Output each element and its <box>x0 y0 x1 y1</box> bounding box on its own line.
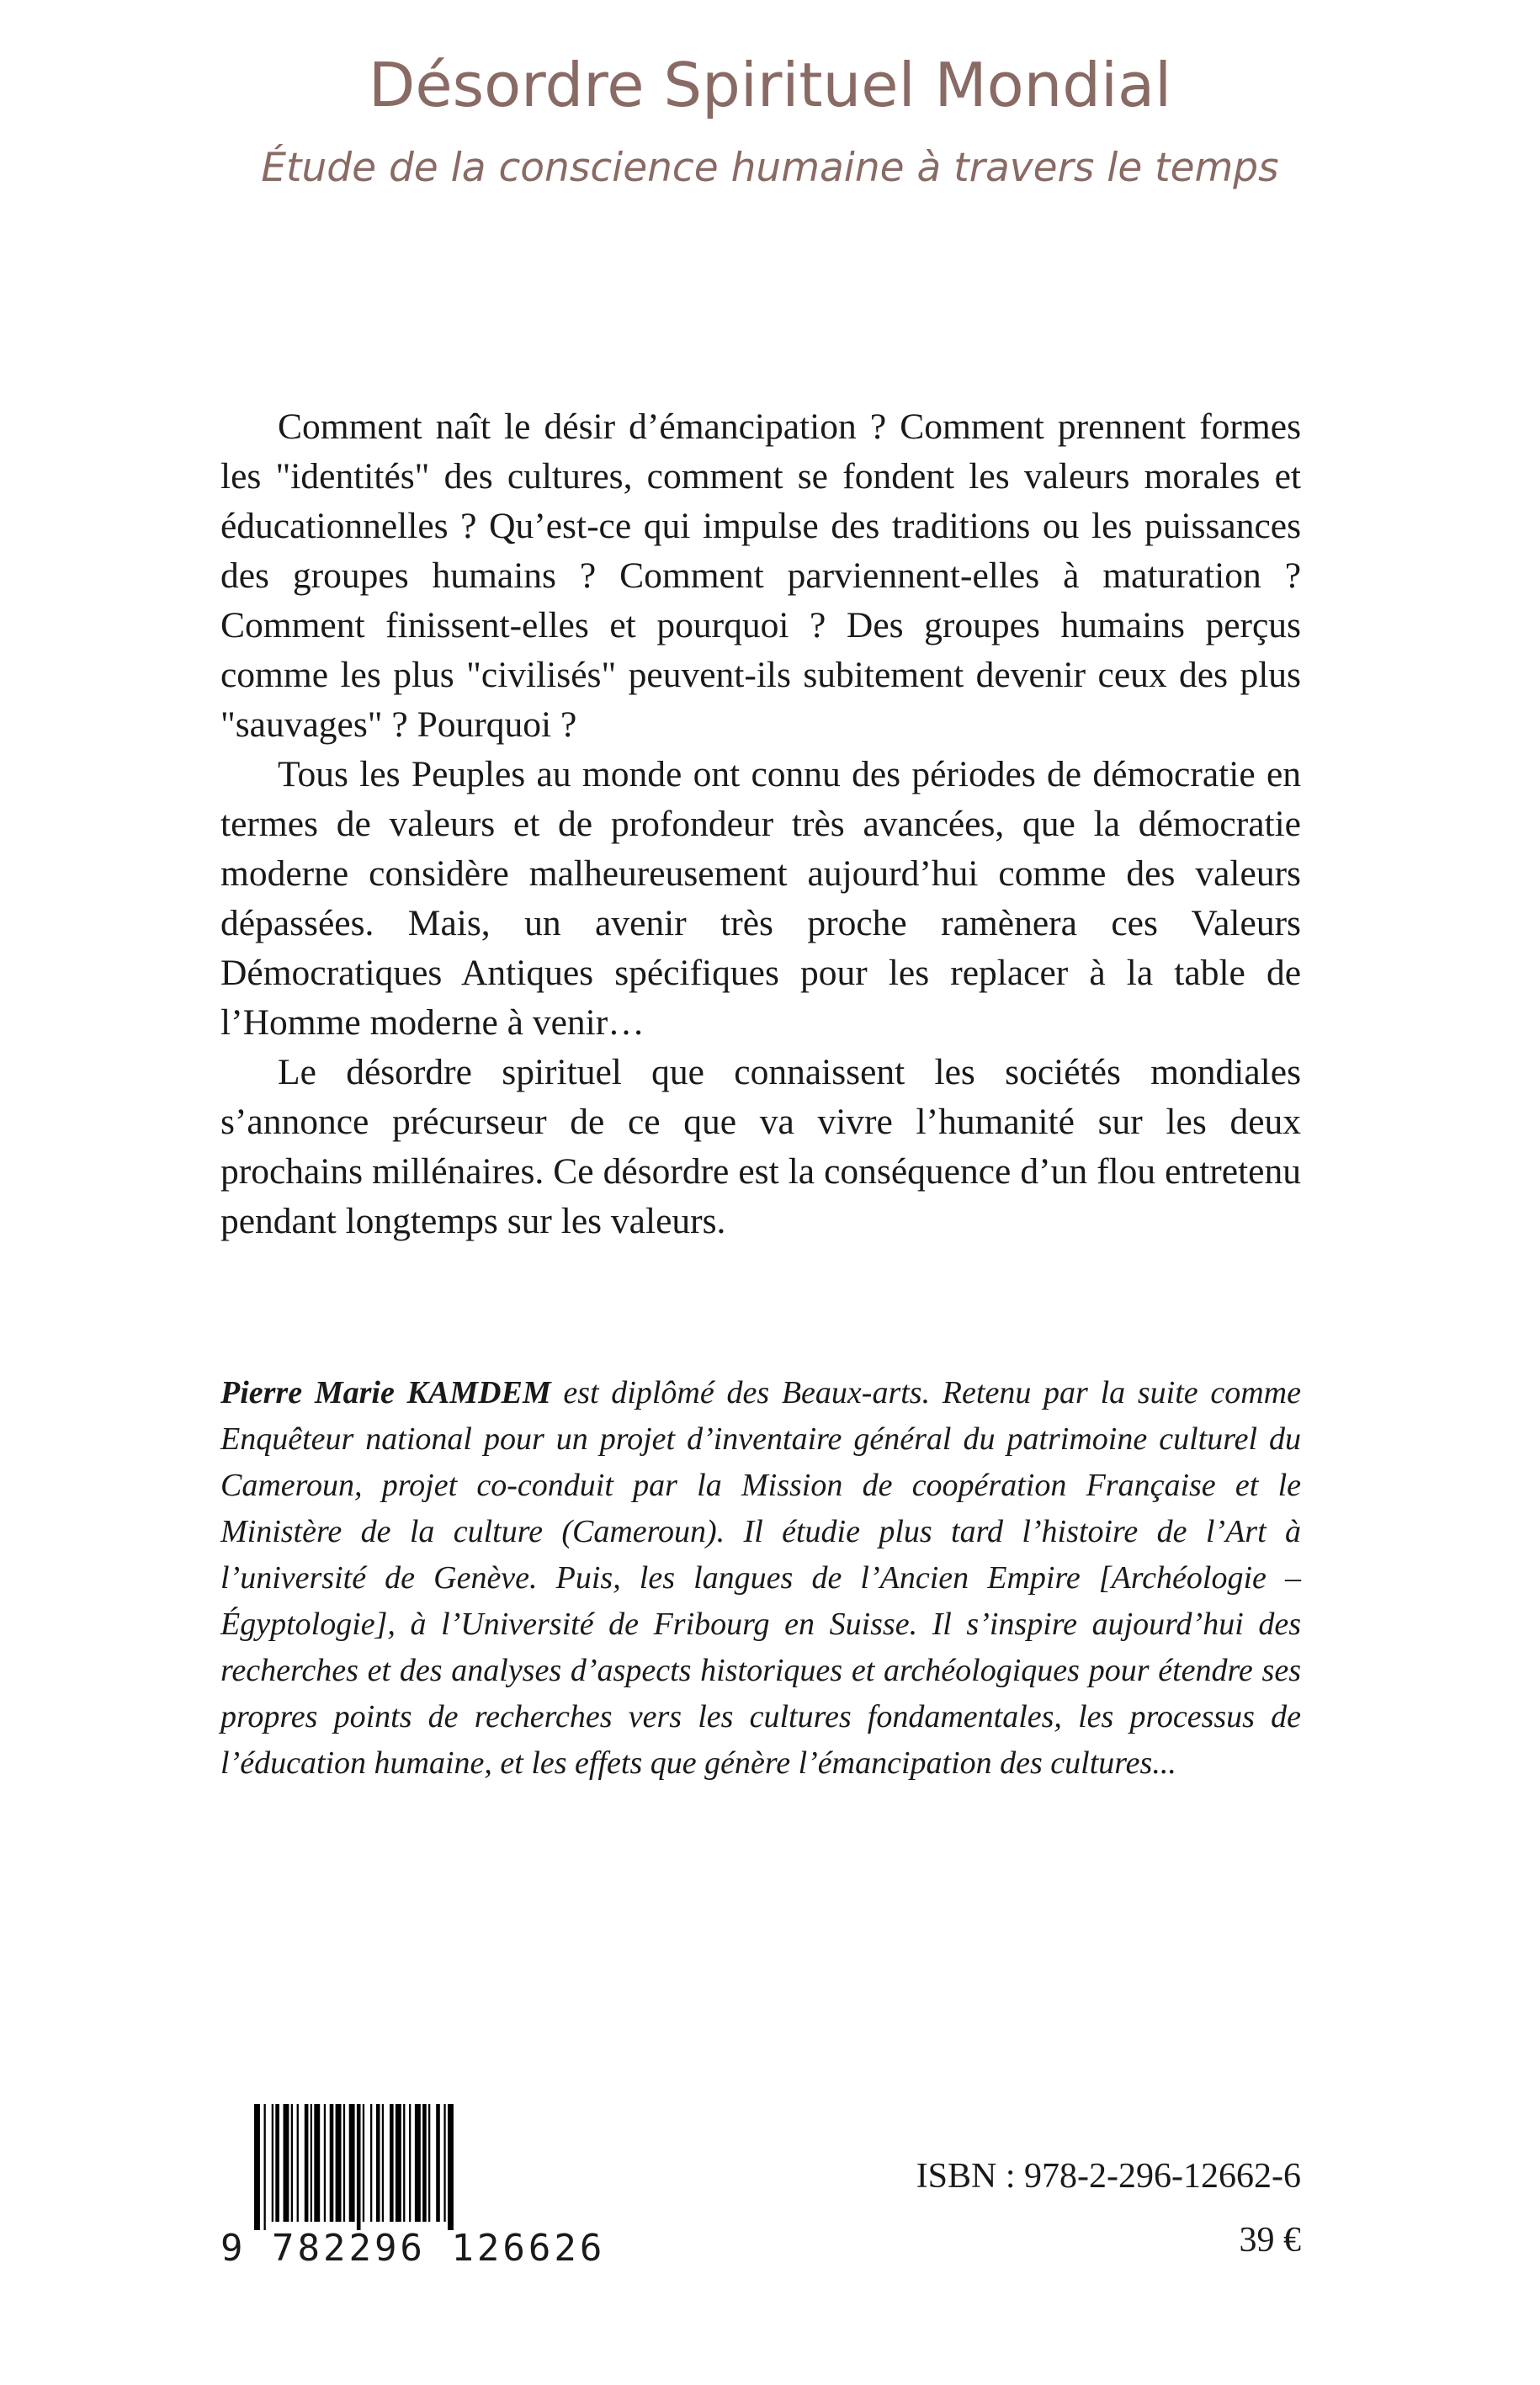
barcode-bar <box>382 2104 384 2222</box>
barcode-bar <box>324 2104 326 2222</box>
barcode-bar <box>376 2104 380 2222</box>
blurb-paragraph-2: Tous les Peuples au monde ont connu des périodes de démocratie en termes de valeurs et de profondeur très avancées, que la démocratie moderne considère malheureusement aujourd’hui comme des valeurs dépassées. Mais, un avenir très proche ramènera ces Valeurs Démocratiques Antiques spécifiques pour les replacer à la table de l’Homme moderne à venir… <box>220 754 1301 1043</box>
barcode-bar <box>272 2104 273 2222</box>
barcode-bar <box>390 2104 394 2222</box>
author-name: Pierre Marie KAMDEM <box>220 1375 551 1410</box>
barcode-bar <box>422 2104 427 2222</box>
barcode-bar <box>330 2104 334 2222</box>
isbn-label: ISBN : 978-2-296-12662-6 <box>916 2157 1301 2196</box>
barcode-bar <box>428 2104 430 2222</box>
blurb-paragraph-1: Comment naît le désir d’émancipation ? Comment prennent formes les "identités" des cultures, comment se fondent les valeurs morales et éducationnelles ? Qu’est-ce qui impulse des traditions ou les puissances des groupes humains ? Comment parviennent-elles à maturation ? Comment finissent-elles et pourquoi ? Des groupes humains perçus comme les plus "civilisés" peuvent-ils subitement devenir ceux des plus "sauvages" ? Pourquoi ? <box>220 406 1301 745</box>
book-title: Désordre Spirituel Mondial <box>368 50 1172 120</box>
barcode-bar <box>254 2104 260 2230</box>
barcode-bar <box>448 2104 454 2230</box>
barcode-bar <box>409 2104 411 2222</box>
barcode-bar <box>305 2104 309 2222</box>
barcode-bar <box>415 2104 421 2222</box>
back-cover-blurb <box>220 402 1301 1246</box>
barcode-bar <box>443 2104 445 2222</box>
book-subtitle: Étude de la conscience humaine à travers le temps <box>261 145 1279 191</box>
price-label: 39 € <box>1239 2221 1301 2260</box>
barcode-bar <box>311 2104 312 2222</box>
barcode-bar <box>275 2104 279 2222</box>
barcode-bar <box>349 2104 355 2222</box>
barcode-bar <box>291 2104 293 2222</box>
barcode-bar <box>314 2104 320 2222</box>
barcode-bar <box>357 2104 361 2230</box>
barcode-bar <box>336 2104 342 2222</box>
barcode-bar <box>343 2104 345 2222</box>
barcode-bar <box>396 2104 401 2222</box>
author-bio-text: est diplômé des Beaux-arts. Retenu par la suite comme Enquêteur national pour un projet d’inventaire général du patrimoine culturel du Cameroun, projet co-conduit par la Mission de coopération Française et le Ministère de la culture (Cameroun). Il étudie plus tard l’histoire de l’Art à l’université de Genève. Puis, les langues de l’Ancien Empire [Archéologie – Égyptologie], à l’Université de Fribourg en Suisse. Il s’inspire aujourd’hui des recherches et des analyses d’aspects historiques et archéologiques pour étendre ses propres points de recherches vers les cultures fondamentales, les processus de l’éducation humaine, et les effets que génère l’émancipation des cultures... <box>220 1375 1301 1781</box>
barcode-bar <box>264 2104 266 2230</box>
barcode-bar <box>370 2104 372 2222</box>
blurb-paragraph-3: Le désordre spirituel que connaissent les sociétés mondiales s’annonce précurseur de ce que va vivre l’humanité sur les deux prochains millénaires. Ce désordre est la conséquence d’un flou entretenu pendant longtemps sur les valeurs. <box>220 1052 1301 1241</box>
barcode-bar <box>363 2104 364 2222</box>
author-bio <box>220 1370 1301 1787</box>
barcode-bar <box>297 2104 299 2222</box>
barcode-bar <box>284 2104 289 2222</box>
barcode-bar <box>436 2104 440 2222</box>
barcode-digits: 9 782296 126626 <box>220 2227 606 2270</box>
barcode-bar <box>403 2104 405 2222</box>
